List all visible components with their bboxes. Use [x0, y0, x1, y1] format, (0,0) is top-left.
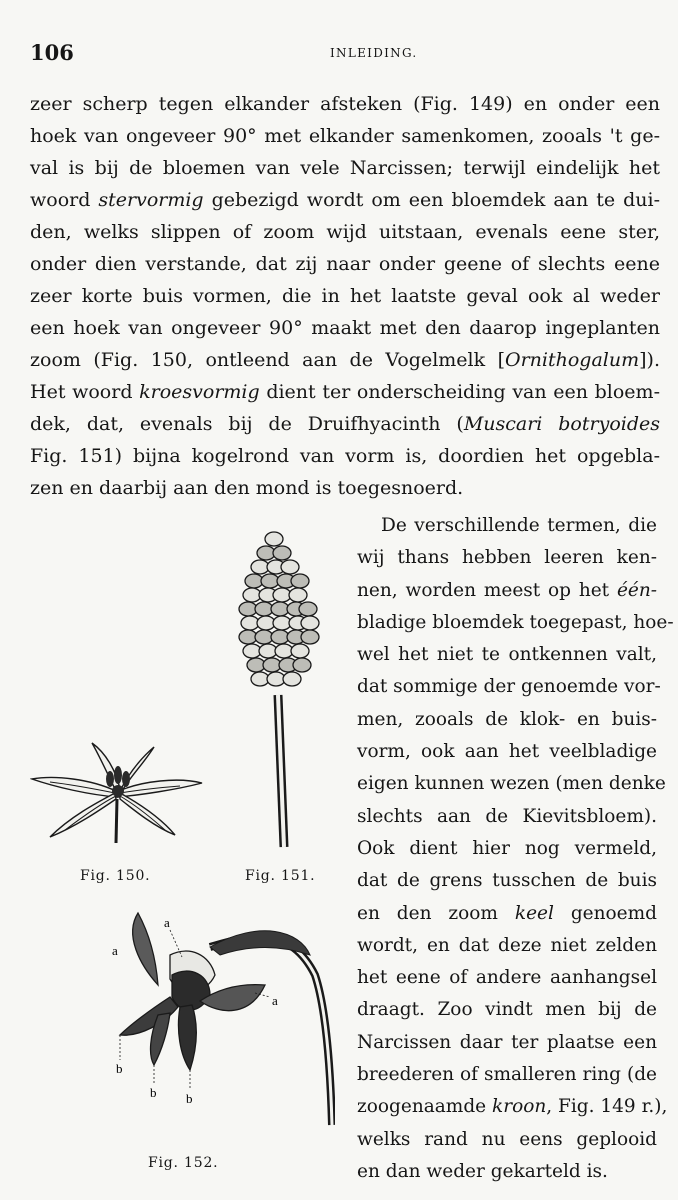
text-line: [357, 930, 657, 962]
text-run: men, zooals de klok- en buis-: [357, 708, 657, 730]
text-line: [30, 408, 660, 440]
hyacinth-bud: [271, 630, 289, 644]
labeled-flower-illustration: [110, 905, 335, 1130]
hyacinth-bud: [257, 616, 275, 630]
hyacinth-bud: [273, 588, 291, 602]
figure-152-label-a1: a: [112, 943, 118, 958]
hyacinth-bud: [281, 560, 299, 574]
text-run: nen, worden meest op het: [357, 579, 617, 601]
text-run: Het woord: [30, 381, 140, 403]
text-run: bladige bloemdek toegepast, hoe-: [357, 611, 674, 633]
text-run: onder dien verstande, dat zij naar onder geene of slechts eene: [30, 253, 660, 275]
hyacinth-bud: [289, 588, 307, 602]
text-line: [30, 280, 660, 312]
text-line: [30, 376, 660, 408]
hyacinth-bud: [265, 532, 283, 546]
running-head: INLEIDING.: [330, 46, 418, 60]
text-run: dat sommige der genoemde vor-: [357, 676, 661, 698]
text-run: zeer scherp tegen elkander afsteken (Fig. 149) en onder een: [30, 93, 660, 115]
hyacinth-bud: [273, 546, 291, 560]
hyacinth-bud: [239, 630, 257, 644]
text-run: genoemd: [553, 902, 657, 924]
text-line: [30, 472, 660, 504]
hyacinth-bud: [293, 658, 311, 672]
figure-150-caption: Fig. 150.: [80, 868, 151, 884]
text-run: woord: [30, 189, 99, 211]
column-paragraph: [357, 510, 674, 1188]
hyacinth-bud: [255, 630, 273, 644]
text-line: [357, 865, 657, 897]
text-line: [357, 671, 661, 703]
text-run: zen en daarbij aan den mond is toegesnoerd.: [30, 477, 464, 499]
text-line: [357, 639, 657, 671]
text-run: wel het niet te ontkennen valt,: [357, 644, 657, 666]
text-line: [357, 833, 657, 865]
hyacinth-bud: [283, 672, 301, 686]
figure-150: [30, 735, 205, 845]
text-line: [30, 248, 660, 280]
text-line: [357, 994, 657, 1026]
text-line: [357, 768, 666, 800]
hyacinth-bud: [247, 658, 265, 672]
text-run: zeer korte buis vormen, die in het laatste geval ook al weder: [30, 285, 660, 307]
hyacinth-bud: [267, 672, 285, 686]
figure-151-caption: Fig. 151.: [245, 868, 316, 884]
text-run: draagt. Zoo vindt men bij de: [357, 999, 657, 1021]
text-run: dek, dat, evenals bij de Druifhyacinth (: [30, 413, 464, 435]
hyacinth-bud: [271, 602, 289, 616]
text-run: , Fig. 149 r.),: [546, 1096, 668, 1118]
figure-152: [110, 905, 335, 1130]
text-run: Narcissen daar ter plaatse een: [357, 1031, 657, 1053]
hyacinth-bud: [301, 630, 319, 644]
body-paragraph: [30, 88, 660, 504]
text-line: [30, 312, 660, 344]
text-run: en dan weder gekarteld is.: [357, 1160, 608, 1182]
page-number: 106: [30, 40, 74, 65]
text-run: eigen kunnen wezen (men denke: [357, 773, 666, 795]
text-run: gebezigd wordt om een bloemdek aan te dui-: [203, 189, 660, 211]
text-line: [30, 344, 660, 376]
text-run: een hoek van ongeveer 90° maakt met den daarop ingeplanten: [30, 317, 660, 339]
text-run: hoek van ongeveer 90° met elkander samenkomen, zooals 't ge-: [30, 125, 660, 147]
text-line: [30, 184, 660, 216]
hyacinth-bud: [259, 644, 277, 658]
italic-term: kroon: [492, 1096, 547, 1118]
hyacinth-bud: [243, 644, 261, 658]
text-run: den, welks slippen of zoom wijd uitstaan, evenals eene ster,: [30, 221, 660, 243]
text-run: Fig. 151) bijna kogelrond van vorm is, doordien het opgebla-: [30, 445, 660, 467]
hyacinth-bud: [275, 644, 293, 658]
hyacinth-bud: [251, 560, 269, 574]
hyacinth-bud: [263, 658, 281, 672]
figure-152-label-a3: a: [272, 993, 278, 1008]
text-run: dat de grens tusschen de buis: [357, 870, 657, 892]
text-line: [357, 1124, 657, 1156]
text-run: dient ter onderscheiding van een bloem-: [259, 381, 660, 403]
text-run: vorm, ook aan het veelbladige: [357, 741, 657, 763]
figure-152-label-b1: b: [116, 1061, 123, 1076]
italic-term: keel: [514, 902, 554, 924]
hyacinth-bud: [239, 602, 257, 616]
text-line: [357, 607, 674, 639]
text-line: [357, 575, 657, 607]
text-run: zoogenaamde: [357, 1096, 493, 1118]
page-header: [30, 40, 650, 70]
text-run: welks rand nu eens geplooid: [357, 1128, 657, 1150]
hyacinth-bud: [261, 574, 279, 588]
text-run: De verschillende termen, die: [381, 515, 657, 536]
italic-term: kroesvormig: [139, 381, 260, 403]
text-run: slechts aan de Kievitsbloem).: [357, 805, 657, 827]
text-run: ]).: [639, 349, 660, 371]
italic-term: één-: [616, 579, 657, 601]
figure-152-label-a2: a: [164, 915, 170, 930]
figure-152-label-b3: b: [186, 1091, 193, 1106]
hyacinth-bud: [255, 602, 273, 616]
hyacinth-bud: [291, 644, 309, 658]
hyacinth-bud: [301, 616, 319, 630]
hyacinth-bud: [299, 602, 317, 616]
grape-hyacinth-illustration: [220, 525, 335, 850]
star-flower-illustration: [30, 735, 205, 845]
text-run: breederen of smalleren ring (de: [357, 1064, 657, 1086]
text-line: [357, 510, 657, 542]
italic-term: Muscari botryoides: [463, 413, 660, 435]
italic-term: Ornithogalum: [505, 349, 640, 371]
text-line: [357, 1156, 657, 1188]
text-run: wij thans hebben leeren ken-: [357, 547, 657, 569]
hyacinth-bud: [257, 546, 275, 560]
text-run: Ook dient hier nog vermeld,: [357, 837, 657, 859]
hyacinth-bud: [251, 672, 269, 686]
hyacinth-bud: [291, 574, 309, 588]
text-line: [30, 88, 660, 120]
text-line: [357, 704, 657, 736]
hyacinth-bud: [243, 588, 261, 602]
text-line: [30, 152, 660, 184]
hyacinth-bud: [273, 616, 291, 630]
text-line: [357, 736, 657, 768]
figure-152-label-b2: b: [150, 1085, 157, 1100]
text-line: [30, 440, 660, 472]
text-line: [30, 216, 660, 248]
text-run: het eene of andere aanhangsel: [357, 967, 657, 989]
figure-152-caption: Fig. 152.: [148, 1155, 219, 1171]
text-run: en den zoom: [357, 902, 515, 924]
text-run: wordt, en dat deze niet zelden: [357, 934, 657, 956]
italic-term: stervormig: [98, 189, 204, 211]
text-line: [357, 1059, 657, 1091]
figure-151: [220, 525, 335, 850]
text-line: [357, 962, 657, 994]
text-line: [357, 801, 657, 833]
text-line: [30, 120, 660, 152]
text-line: [357, 1091, 668, 1123]
text-run: val is bij de bloemen van vele Narcissen; terwijl eindelijk het: [30, 157, 660, 179]
text-line: [357, 898, 657, 930]
hyacinth-bud: [245, 574, 263, 588]
text-line: [357, 1027, 657, 1059]
text-run: zoom (Fig. 150, ontleend aan de Vogelmelk [: [30, 349, 506, 371]
hyacinth-bud: [241, 616, 259, 630]
text-line: [357, 542, 657, 574]
